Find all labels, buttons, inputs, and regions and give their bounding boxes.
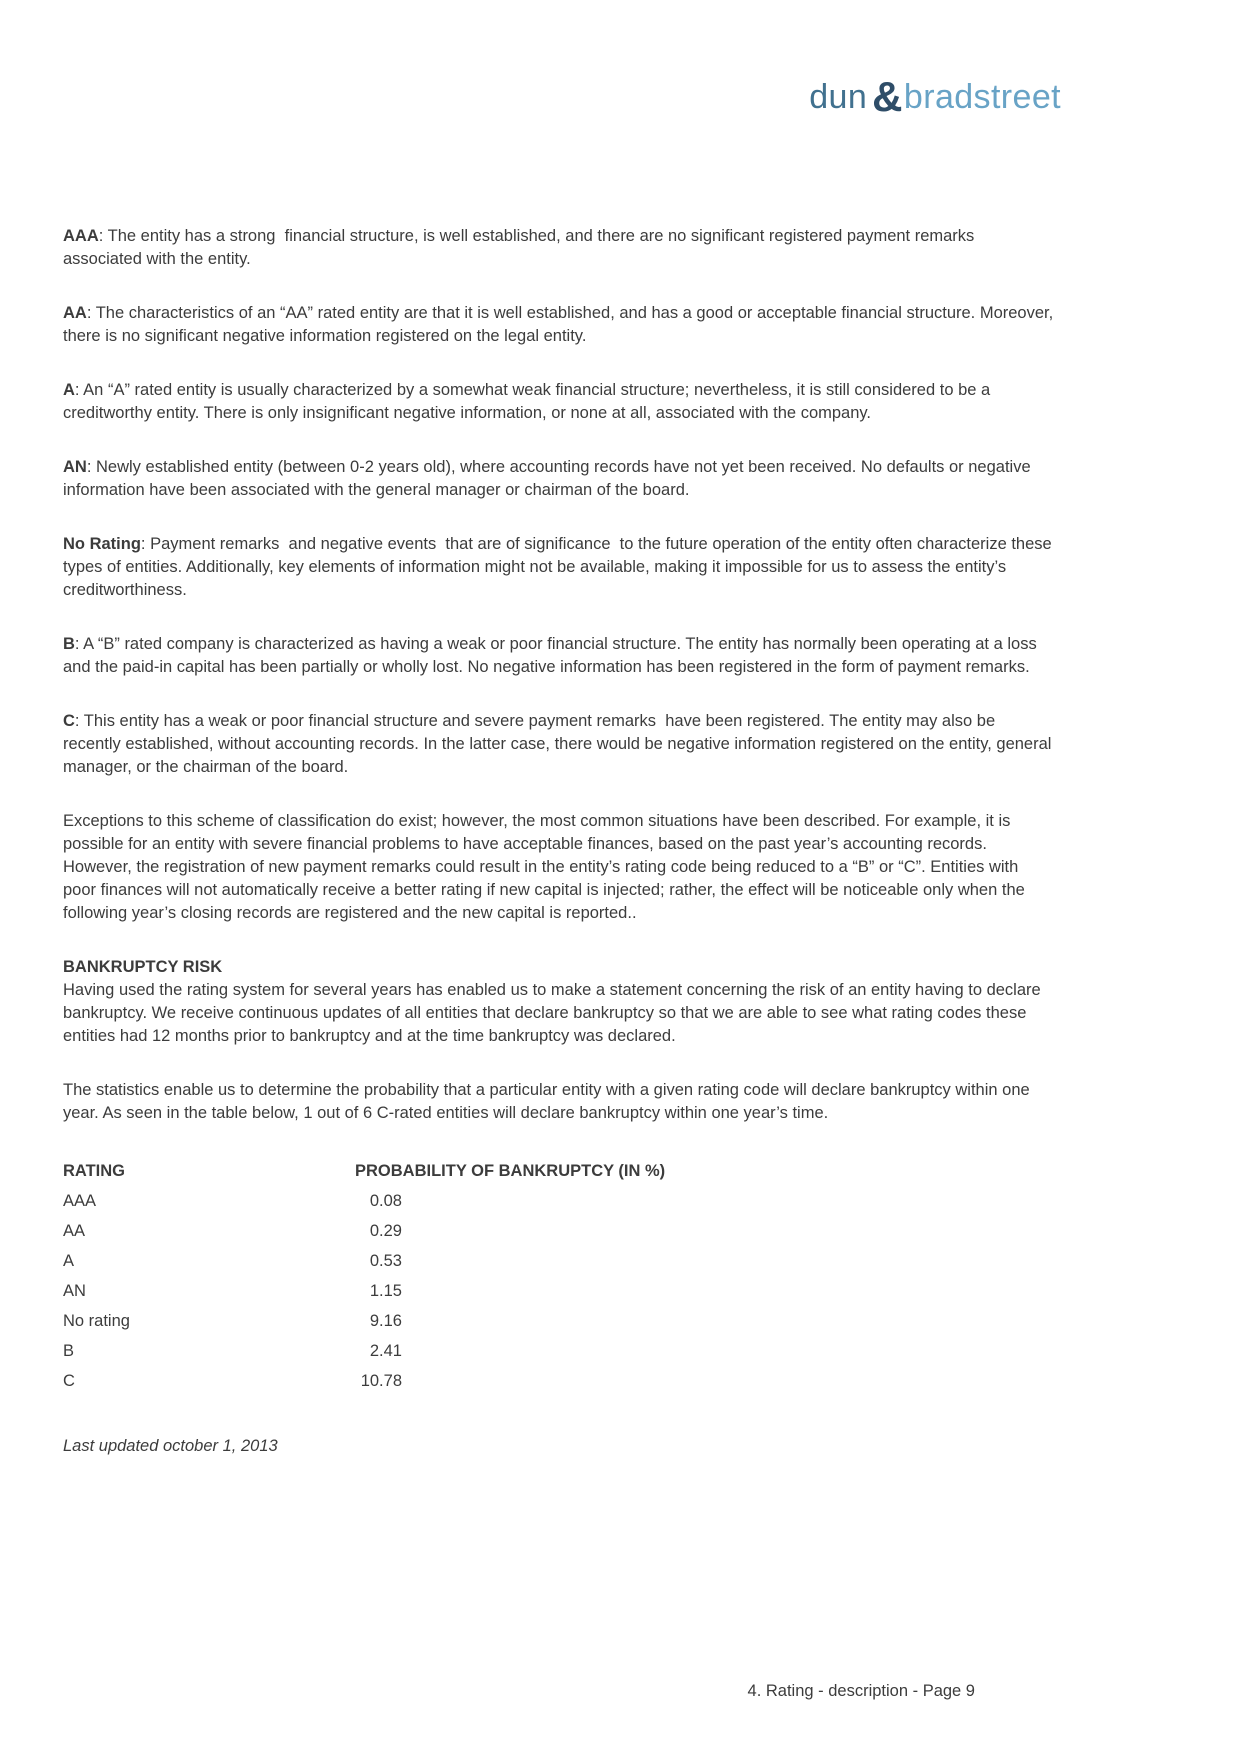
- table-cell-probability: 0.29: [369, 1222, 402, 1240]
- last-updated-note: Last updated october 1, 2013: [63, 1437, 278, 1455]
- table-cell-rating: AN: [63, 1282, 86, 1300]
- rating-term: B: [63, 635, 75, 653]
- table-cell-probability: 10.78: [360, 1372, 402, 1390]
- dun-bradstreet-logo: [809, 73, 1061, 120]
- table-cell-probability: 1.15: [369, 1282, 402, 1300]
- bankruptcy-paragraph-2: The statistics enable us to determine the probability that a particular entity with a given rating code will declare bankruptcy within one year. As seen in the table below, 1 out of 6 C-rated entities will declare bankruptcy within one year’s time.: [63, 1081, 1035, 1122]
- table-cell-rating: C: [63, 1372, 75, 1390]
- page-footer: 4. Rating - description - Page 9: [747, 1682, 975, 1700]
- table-header-row: [63, 1156, 1055, 1186]
- table-cell-probability: 0.53: [369, 1252, 402, 1270]
- table-cell-rating: No rating: [63, 1312, 130, 1330]
- rating-description: : Newly established entity (between 0-2 years old), where accounting records have not yet been received. No defaults or negative information have been associated with the general manager or chairman of the board.: [63, 458, 1036, 499]
- logo-word-dun: dun: [809, 78, 868, 116]
- logo-word-bradstreet: bradstreet: [903, 78, 1061, 116]
- table-cell-rating: AAA: [63, 1192, 97, 1210]
- rating-description: : Payment remarks and negative events that are of significance to the future operation of the entity often characterize these types of entities. Additionally, key elements of information might not be available, making it impossible for us to assess the entity’s creditworthiness.: [63, 535, 1057, 599]
- table-cell-probability: 2.41: [369, 1342, 402, 1360]
- rating-definition-aaa: [63, 225, 1055, 271]
- table-row: [63, 1276, 1055, 1306]
- bankruptcy-probability-table: [63, 1156, 1055, 1396]
- table-row: [63, 1216, 1055, 1246]
- rating-description: : An “A” rated entity is usually characterized by a somewhat weak financial structure; nevertheless, it is still considered to be a creditworthy entity. There is only insignificant negative information, or none at all, associated with the company.: [63, 381, 995, 422]
- rating-term: AA: [63, 304, 87, 322]
- rating-description: : The characteristics of an “AA” rated entity are that it is well established, and has a good or acceptable financial structure. Moreover, there is no significant negative information registered on the legal entity.: [63, 304, 1058, 345]
- rating-definition-an: [63, 456, 1055, 502]
- table-cell-probability: 0.08: [369, 1192, 402, 1210]
- exceptions-paragraph: Exceptions to this scheme of classification do exist; however, the most common situations have been described. For example, it is possible for an entity with severe financial problems to have acceptable finances, based on the past year’s accounting records. However, the registration of new payment remarks could result in the entity’s rating code being reduced to a “B” or “C”. Entities with poor finances will not automatically receive a better rating if new capital is injected; rather, the effect will be noticeable only when the following year’s closing records are registered and the new capital is reported..: [63, 812, 1030, 922]
- rating-description: : The entity has a strong financial structure, is well established, and there are no significant registered payment remarks associated with the entity.: [63, 227, 979, 268]
- ampersand-icon: &: [872, 73, 903, 120]
- table-header-rating: RATING: [63, 1162, 126, 1180]
- table-row: [63, 1366, 1055, 1396]
- table-cell-rating: B: [63, 1342, 75, 1360]
- rating-term: A: [63, 381, 75, 399]
- rating-term: No Rating: [63, 535, 141, 553]
- rating-definition-a: [63, 379, 1055, 425]
- table-header-probability: PROBABILITY OF BANKRUPTCY (IN %): [355, 1162, 666, 1180]
- document-body: [63, 225, 1061, 1475]
- table-cell-probability: 9.16: [369, 1312, 402, 1330]
- section-heading-bankruptcy-risk: BANKRUPTCY RISK: [63, 958, 223, 976]
- rating-definition-c: [63, 710, 1061, 779]
- table-row: [63, 1186, 1055, 1216]
- table-row: [63, 1336, 1055, 1366]
- rating-definition-aa: [63, 302, 1058, 348]
- table-cell-rating: A: [63, 1252, 75, 1270]
- rating-definition-b: [63, 633, 1055, 679]
- rating-term: AAA: [63, 227, 99, 245]
- table-cell-rating: AA: [63, 1222, 86, 1240]
- rating-definition-no-rating: [63, 533, 1055, 602]
- rating-term: AN: [63, 458, 87, 476]
- rating-term: C: [63, 712, 75, 730]
- rating-description: : This entity has a weak or poor financial structure and severe payment remarks have been registered. The entity may also be recently established, without accounting records. In the latter case, there would be negative information registered on the entity, general manager, or the chairman of the board.: [63, 712, 1061, 776]
- table-row: [63, 1246, 1055, 1276]
- table-row: [63, 1306, 1055, 1336]
- bankruptcy-paragraph-1: Having used the rating system for several years has enabled us to make a statement concerning the risk of an entity having to declare bankruptcy. We receive continuous updates of all entities that declare bankruptcy so that we are able to see what rating codes these entities had 12 months prior to bankruptcy and at the time bankruptcy was declared.: [63, 981, 1046, 1045]
- rating-description: : A “B” rated company is characterized as having a weak or poor financial structure. The entity has normally been operating at a loss and the paid-in capital has been partially or wholly lost. No negative information has been registered in the form of payment remarks.: [63, 635, 1042, 676]
